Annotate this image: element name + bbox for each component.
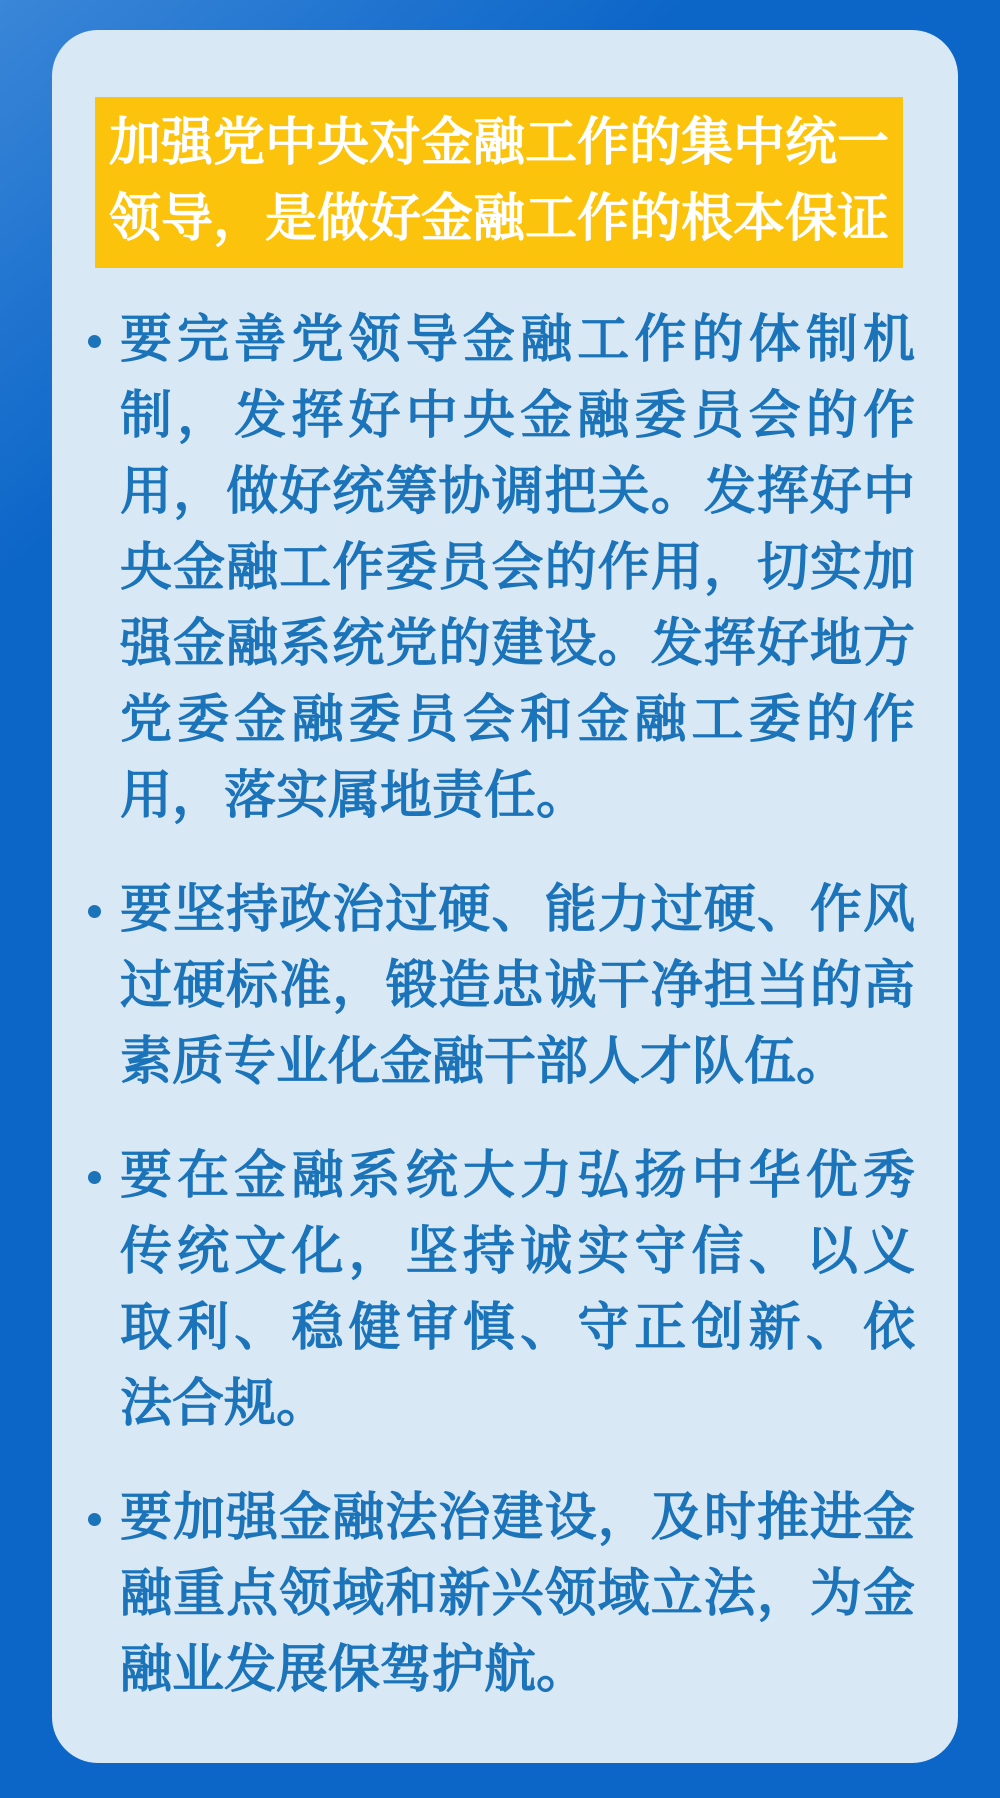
bullet-list bbox=[88, 303, 915, 1709]
bullet-dot-icon bbox=[88, 1171, 101, 1184]
bullet-text-line: 融业发展保驾护航。 bbox=[120, 1642, 589, 1699]
bullet-item bbox=[88, 873, 915, 1101]
bullet-text bbox=[120, 873, 915, 1101]
banner-title-line: 领导，是做好金融工作的根本保证 bbox=[109, 191, 890, 248]
bullet-text-line: 用，做好统筹协调把关。发挥好中 bbox=[120, 464, 915, 521]
title-banner bbox=[95, 97, 903, 268]
bullet-dot-icon bbox=[88, 335, 101, 348]
banner-title-line: 加强党中央对金融工作的集中统一 bbox=[109, 115, 890, 172]
bullet-text-line: 央金融工作委员会的作用，切实加 bbox=[120, 540, 915, 597]
bullet-text-line: 要完善党领导金融工作的体制机 bbox=[120, 312, 915, 369]
bullet-text-line: 要加强金融法治建设，及时推进金 bbox=[120, 1490, 915, 1547]
bullet-text-line: 融重点领域和新兴领域立法，为金 bbox=[120, 1566, 915, 1623]
bullet-text bbox=[120, 1139, 915, 1443]
bullet-text-line: 法合规。 bbox=[120, 1376, 329, 1433]
bullet-text-line: 过硬标准，锻造忠诚干净担当的高 bbox=[120, 958, 915, 1015]
bullet-text-line: 党委金融委员会和金融工委的作 bbox=[120, 692, 915, 749]
bullet-text bbox=[120, 303, 915, 835]
bullet-text-line: 素质专业化金融干部人才队伍。 bbox=[120, 1034, 849, 1091]
bullet-text bbox=[120, 1481, 915, 1709]
bullet-item bbox=[88, 303, 915, 835]
bullet-dot-icon bbox=[88, 905, 101, 918]
bullet-text-line: 取利、稳健审慎、守正创新、依 bbox=[120, 1300, 915, 1357]
bullet-text-line: 传统文化，坚持诚实守信、以义 bbox=[120, 1224, 915, 1281]
content-card bbox=[52, 30, 958, 1763]
bullet-dot-icon bbox=[88, 1513, 101, 1526]
bullet-item bbox=[88, 1139, 915, 1443]
bullet-text-line: 用，落实属地责任。 bbox=[120, 768, 589, 825]
bullet-text-line: 制，发挥好中央金融委员会的作 bbox=[120, 388, 915, 445]
bullet-text-line: 强金融系统党的建设。发挥好地方 bbox=[120, 616, 915, 673]
bullet-text-line: 要坚持政治过硬、能力过硬、作风 bbox=[120, 882, 915, 939]
bullet-text-line: 要在金融系统大力弘扬中华优秀 bbox=[120, 1148, 915, 1205]
bullet-item bbox=[88, 1481, 915, 1709]
